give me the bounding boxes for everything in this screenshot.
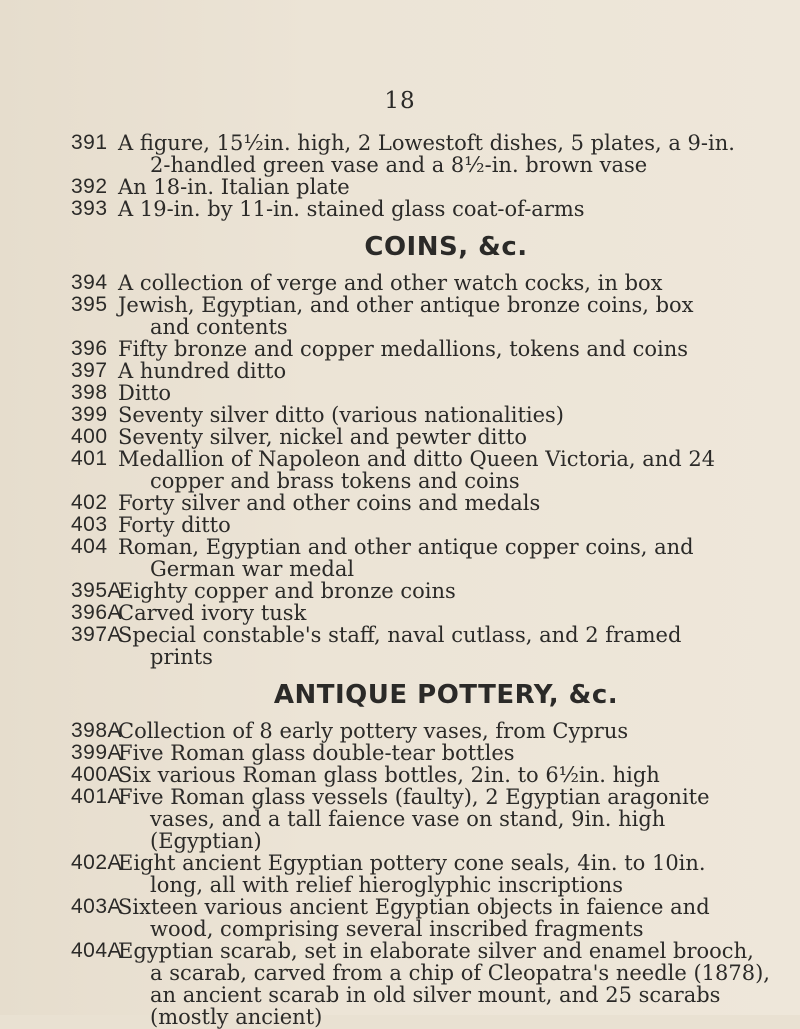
lot-description [118, 851, 706, 897]
lot-description [118, 535, 694, 581]
description-line: Seventy silver ditto (various nationalities) [118, 403, 565, 427]
description-line: Five Roman glass double-tear bottles [118, 741, 515, 765]
lot-description [118, 293, 694, 339]
description-line: Collection of 8 early pottery vases, from Cyprus [118, 719, 629, 743]
description-line: an ancient scarab in old silver mount, and 25 scarabs [150, 983, 721, 1007]
section-heading: ANTIQUE POTTERY, &c. [273, 680, 619, 710]
lot-number: 399A [71, 741, 123, 764]
lot-entry [0, 852, 800, 896]
lot-description [118, 580, 680, 602]
description-line: Forty ditto [118, 513, 231, 537]
description-line: Five Roman glass vessels (faulty), 2 Egyptian aragonite [118, 785, 710, 809]
description-line: Eight ancient Egyptian pottery cone seals, 4in. to 10in. [118, 851, 706, 875]
description-line: Seventy silver, nickel and pewter ditto [118, 425, 528, 449]
lot-entry [0, 272, 800, 294]
description-line: prints [150, 645, 213, 669]
lot-entry [0, 404, 800, 426]
lot-number: 395A [71, 579, 123, 602]
description-line: long, all with relief hieroglyphic inscriptions [150, 873, 623, 897]
lot-description [118, 785, 710, 853]
lot-entry [0, 492, 800, 514]
description-line: and contents [150, 315, 288, 339]
lot-entry [0, 602, 800, 624]
lot-number: 401A [71, 785, 123, 808]
lot-entry [0, 742, 800, 764]
description-line: Ditto [118, 381, 172, 405]
description-line: Six various Roman glass bottles, 2in. to 6½in. high [118, 763, 660, 787]
lot-description [118, 742, 680, 764]
lot-entry [0, 624, 800, 668]
lot-number: 400A [71, 763, 123, 786]
description-line: Sixteen various ancient Egyptian objects in faience and [118, 895, 710, 919]
description-line: 2-handled green vase and a 8½-in. brown vase [150, 153, 648, 177]
lot-number: 393 [71, 197, 108, 220]
description-line: (Egyptian) [150, 829, 262, 853]
description-line: (mostly ancient) [150, 1005, 323, 1029]
page-number: 18 [384, 88, 416, 114]
lot-description [118, 360, 680, 382]
lot-number: 391 [71, 131, 108, 154]
lot-entry [0, 580, 800, 602]
description-line: Fifty bronze and copper medallions, tokens and coins [118, 337, 688, 361]
description-line: Carved ivory tusk [118, 601, 307, 625]
lot-description [118, 382, 680, 404]
lot-description [118, 895, 710, 941]
lot-description [118, 272, 680, 294]
lot-entry [0, 198, 800, 220]
lot-number: 399 [71, 403, 108, 426]
lot-entry [0, 448, 800, 492]
description-line: Forty silver and other coins and medals [118, 491, 541, 515]
lot-description [118, 514, 680, 536]
lot-number: 404A [71, 939, 123, 962]
lot-description [118, 720, 680, 742]
catalogue-content [0, 132, 800, 1028]
lot-description [118, 404, 680, 426]
lot-entry [0, 514, 800, 536]
lot-entry [0, 764, 800, 786]
description-line: A hundred ditto [118, 359, 287, 383]
lot-number: 398 [71, 381, 108, 404]
lot-entry [0, 294, 800, 338]
description-line: A 19-in. by 11-in. stained glass coat-of-arms [118, 197, 585, 221]
lot-number: 402A [71, 851, 123, 874]
description-line: wood, comprising several inscribed fragments [150, 917, 644, 941]
description-line: Eighty copper and bronze coins [118, 579, 456, 603]
lot-number: 396 [71, 337, 108, 360]
lot-number: 397 [71, 359, 108, 382]
lot-number: 394 [71, 271, 108, 294]
lot-description [118, 447, 716, 493]
lot-number: 400 [71, 425, 108, 448]
lot-entry [0, 786, 800, 852]
lot-number: 401 [71, 447, 108, 470]
section-heading: COINS, &c. [364, 232, 528, 262]
lot-description [118, 198, 680, 220]
lot-number: 396A [71, 601, 123, 624]
description-line: Special constable's staff, naval cutlass, and 2 framed [118, 623, 682, 647]
lot-description [118, 426, 680, 448]
description-line: A figure, 15½in. high, 2 Lowestoft dishes, 5 plates, a 9-in. [118, 131, 735, 155]
lot-description [118, 492, 680, 514]
lot-description [118, 624, 680, 668]
lot-number: 403 [71, 513, 108, 536]
lot-entry [0, 338, 800, 360]
lot-description [118, 602, 680, 624]
lot-entry [0, 720, 800, 742]
lot-entry [0, 536, 800, 580]
description-line: Roman, Egyptian and other antique copper coins, and [118, 535, 694, 559]
description-line: Egyptian scarab, set in elaborate silver and enamel brooch, [118, 939, 754, 963]
lot-number: 395 [71, 293, 108, 316]
lot-number: 404 [71, 535, 108, 558]
lot-entry [0, 896, 800, 940]
description-line: vases, and a tall faience vase on stand, 9in. high [150, 807, 666, 831]
description-line: A collection of verge and other watch cocks, in box [118, 271, 663, 295]
lot-number: 392 [71, 175, 108, 198]
description-line: a scarab, carved from a chip of Cleopatra's needle (1878), [150, 961, 770, 985]
lot-number: 398A [71, 719, 123, 742]
lot-entry [0, 360, 800, 382]
description-line: Jewish, Egyptian, and other antique bronze coins, box [118, 293, 694, 317]
lot-number: 402 [71, 491, 108, 514]
lot-entry [0, 132, 800, 176]
lot-description [118, 337, 688, 361]
lot-entry [0, 382, 800, 404]
description-line: copper and brass tokens and coins [150, 469, 520, 493]
lot-entry [0, 176, 800, 198]
description-line: An 18-in. Italian plate [118, 175, 350, 199]
description-line: Medallion of Napoleon and ditto Queen Victoria, and 24 [118, 447, 716, 471]
lot-description [118, 764, 680, 786]
lot-description [118, 131, 735, 177]
lot-number: 403A [71, 895, 123, 918]
lot-description [118, 176, 680, 198]
lot-entry [0, 426, 800, 448]
description-line: German war medal [150, 557, 355, 581]
lot-number: 397A [71, 623, 123, 646]
